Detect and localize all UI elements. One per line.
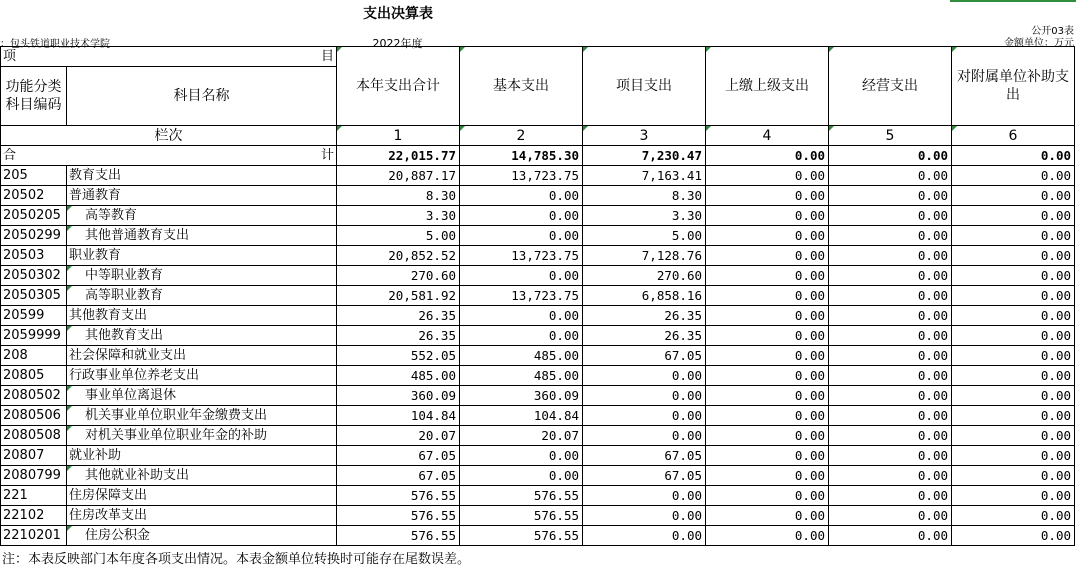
- table-row: [1, 366, 1075, 386]
- row-value-cell[interactable]: 485.00: [460, 366, 583, 386]
- row-value-cell[interactable]: 0.00: [829, 206, 952, 226]
- row-name-cell[interactable]: 职业教育: [67, 246, 337, 266]
- row-value-cell[interactable]: 0.00: [706, 266, 829, 286]
- row-code-cell[interactable]: 20599: [1, 306, 67, 326]
- col-header-3[interactable]: 项目支出: [583, 47, 706, 126]
- row-value-cell[interactable]: 0.00: [460, 226, 583, 246]
- col-seq-label[interactable]: 栏次: [1, 126, 337, 146]
- row-value-cell[interactable]: 0.00: [952, 526, 1075, 546]
- sheet-title: 支出决算表: [363, 6, 433, 22]
- row-value-cell[interactable]: 26.35: [583, 306, 706, 326]
- row-code-cell[interactable]: 20807: [1, 446, 67, 466]
- row-value-cell[interactable]: 0.00: [829, 286, 952, 306]
- row-value-cell[interactable]: 67.05: [583, 446, 706, 466]
- row-value-cell[interactable]: 0.00: [829, 306, 952, 326]
- row-code-cell[interactable]: 2080502: [1, 386, 67, 406]
- row-value-cell[interactable]: 8.30: [337, 186, 460, 206]
- row-value-cell[interactable]: 0.00: [829, 426, 952, 446]
- row-value-cell[interactable]: 0.00: [706, 366, 829, 386]
- row-value-cell[interactable]: 0.00: [829, 386, 952, 406]
- row-value-cell[interactable]: 0.00: [706, 186, 829, 206]
- row-value-cell[interactable]: 485.00: [337, 366, 460, 386]
- row-value-cell[interactable]: 0.00: [952, 406, 1075, 426]
- row-value-cell[interactable]: 0.00: [952, 486, 1075, 506]
- row-code-cell[interactable]: 2059999: [1, 326, 67, 346]
- row-value-cell[interactable]: 20,887.17: [337, 166, 460, 186]
- row-value-cell[interactable]: 576.55: [460, 526, 583, 546]
- row-code-cell[interactable]: 2210201: [1, 526, 67, 546]
- row-value-cell[interactable]: 3.30: [583, 206, 706, 226]
- table-row: [1, 526, 1075, 546]
- row-name-cell[interactable]: 行政事业单位养老支出: [67, 366, 337, 386]
- row-name-cell[interactable]: 其他普通教育支出: [67, 226, 337, 246]
- row-value-cell[interactable]: 26.35: [583, 326, 706, 346]
- row-value-cell[interactable]: 485.00: [460, 346, 583, 366]
- footnote: 注：本表反映部门本年度各项支出情况。本表金额单位转换时可能存在尾数误差。: [2, 552, 471, 567]
- row-value-cell[interactable]: 7,163.41: [583, 166, 706, 186]
- row-value-cell[interactable]: 0.00: [952, 266, 1075, 286]
- total-value-4[interactable]: 0.00: [706, 146, 829, 166]
- row-value-cell[interactable]: 0.00: [829, 526, 952, 546]
- table-row: [1, 506, 1075, 526]
- row-value-cell[interactable]: 0.00: [706, 386, 829, 406]
- row-value-cell[interactable]: 576.55: [337, 526, 460, 546]
- row-value-cell[interactable]: 67.05: [583, 346, 706, 366]
- row-value-cell[interactable]: 0.00: [583, 366, 706, 386]
- row-value-cell[interactable]: 0.00: [460, 306, 583, 326]
- row-value-cell[interactable]: 6,858.16: [583, 286, 706, 306]
- table-row: [1, 486, 1075, 506]
- table-row: [1, 306, 1075, 326]
- row-code-cell[interactable]: 2050299: [1, 226, 67, 246]
- row-value-cell[interactable]: 13,723.75: [460, 246, 583, 266]
- row-value-cell[interactable]: 0.00: [829, 446, 952, 466]
- row-name-cell[interactable]: 高等职业教育: [67, 286, 337, 306]
- row-name-cell[interactable]: 住房保障支出: [67, 486, 337, 506]
- row-value-cell[interactable]: 3.30: [337, 206, 460, 226]
- table-row: [1, 246, 1075, 266]
- row-value-cell[interactable]: 0.00: [829, 246, 952, 266]
- row-value-cell[interactable]: 0.00: [706, 446, 829, 466]
- expenditure-table: [0, 46, 1075, 546]
- row-value-cell[interactable]: 0.00: [829, 506, 952, 526]
- total-row: [1, 146, 1075, 166]
- row-value-cell[interactable]: 0.00: [952, 226, 1075, 246]
- row-value-cell[interactable]: 0.00: [583, 426, 706, 446]
- row-value-cell[interactable]: 0.00: [952, 166, 1075, 186]
- row-code-cell[interactable]: 208: [1, 346, 67, 366]
- row-name-cell[interactable]: 社会保障和就业支出: [67, 346, 337, 366]
- row-value-cell[interactable]: 0.00: [583, 406, 706, 426]
- row-name-cell[interactable]: 机关事业单位职业年金缴费支出: [67, 406, 337, 426]
- row-value-cell[interactable]: 0.00: [706, 486, 829, 506]
- row-value-cell[interactable]: 360.09: [460, 386, 583, 406]
- row-value-cell[interactable]: 0.00: [706, 226, 829, 246]
- row-code-cell[interactable]: 2050302: [1, 266, 67, 286]
- row-value-cell[interactable]: 0.00: [460, 186, 583, 206]
- row-name-cell[interactable]: 高等教育: [67, 206, 337, 226]
- row-value-cell[interactable]: 0.00: [583, 506, 706, 526]
- row-value-cell[interactable]: 20,581.92: [337, 286, 460, 306]
- row-value-cell[interactable]: 104.84: [460, 406, 583, 426]
- row-name-cell[interactable]: 其他就业补助支出: [67, 466, 337, 486]
- row-value-cell[interactable]: 0.00: [952, 286, 1075, 306]
- row-name-cell[interactable]: 中等职业教育: [67, 266, 337, 286]
- col-header-4[interactable]: 上缴上级支出: [706, 47, 829, 126]
- row-code-cell[interactable]: 2050305: [1, 286, 67, 306]
- row-value-cell[interactable]: 0.00: [829, 466, 952, 486]
- row-value-cell[interactable]: 67.05: [583, 466, 706, 486]
- total-value-1[interactable]: 22,015.77: [337, 146, 460, 166]
- col-number-5[interactable]: 5: [829, 126, 952, 146]
- row-value-cell[interactable]: 0.00: [829, 406, 952, 426]
- row-value-cell[interactable]: 0.00: [829, 226, 952, 246]
- table-row: [1, 426, 1075, 446]
- row-value-cell[interactable]: 0.00: [706, 406, 829, 426]
- row-code-cell[interactable]: 2050205: [1, 206, 67, 226]
- row-value-cell[interactable]: 5.00: [583, 226, 706, 246]
- row-name-cell[interactable]: 教育支出: [67, 166, 337, 186]
- row-value-cell[interactable]: 576.55: [460, 506, 583, 526]
- row-value-cell[interactable]: 0.00: [952, 426, 1075, 446]
- table-row: [1, 266, 1075, 286]
- col-header-2[interactable]: 基本支出: [460, 47, 583, 126]
- table-row: [1, 206, 1075, 226]
- table-row: [1, 186, 1075, 206]
- name-header[interactable]: 科目名称: [67, 67, 337, 126]
- row-value-cell[interactable]: 0.00: [829, 486, 952, 506]
- row-value-cell[interactable]: 5.00: [337, 226, 460, 246]
- row-name-cell[interactable]: 其他教育支出: [67, 326, 337, 346]
- row-value-cell[interactable]: 0.00: [706, 246, 829, 266]
- row-value-cell[interactable]: 0.00: [460, 446, 583, 466]
- row-value-cell[interactable]: 0.00: [952, 306, 1075, 326]
- table-row: [1, 386, 1075, 406]
- total-right-label: 计: [320, 147, 334, 163]
- row-value-cell[interactable]: 20.07: [337, 426, 460, 446]
- row-code-cell[interactable]: 2080508: [1, 426, 67, 446]
- row-value-cell[interactable]: 26.35: [337, 326, 460, 346]
- row-value-cell[interactable]: 0.00: [952, 186, 1075, 206]
- row-value-cell[interactable]: 0.00: [829, 186, 952, 206]
- col-number-1[interactable]: 1: [337, 126, 460, 146]
- row-value-cell[interactable]: 0.00: [706, 306, 829, 326]
- amount-unit: 金额单位：万元: [1004, 38, 1074, 49]
- col-header-1[interactable]: 本年支出合计: [337, 47, 460, 126]
- row-code-cell[interactable]: 20502: [1, 186, 67, 206]
- row-value-cell[interactable]: 0.00: [706, 206, 829, 226]
- table-row: [1, 226, 1075, 246]
- row-name-cell[interactable]: 其他教育支出: [67, 306, 337, 326]
- row-value-cell[interactable]: 0.00: [706, 346, 829, 366]
- row-name-cell[interactable]: 住房公积金: [67, 526, 337, 546]
- col-header-5[interactable]: 经营支出: [829, 47, 952, 126]
- row-code-cell[interactable]: 2080799: [1, 466, 67, 486]
- row-value-cell[interactable]: 0.00: [460, 266, 583, 286]
- organization-name: ：包头铁道职业技术学院: [0, 39, 110, 50]
- row-value-cell[interactable]: 0.00: [706, 506, 829, 526]
- row-value-cell[interactable]: 0.00: [460, 206, 583, 226]
- row-value-cell[interactable]: 0.00: [952, 466, 1075, 486]
- row-value-cell[interactable]: 576.55: [337, 486, 460, 506]
- row-value-cell[interactable]: 0.00: [583, 526, 706, 546]
- top-accent-line: [950, 0, 1076, 2]
- col-header-6[interactable]: 对附属单位补助支出: [952, 47, 1075, 126]
- row-value-cell[interactable]: 270.60: [583, 266, 706, 286]
- table-row: [1, 166, 1075, 186]
- row-value-cell[interactable]: 26.35: [337, 306, 460, 326]
- row-value-cell[interactable]: 0.00: [829, 346, 952, 366]
- table-row: [1, 286, 1075, 306]
- row-value-cell[interactable]: 576.55: [460, 486, 583, 506]
- row-name-cell[interactable]: 就业补助: [67, 446, 337, 466]
- row-code-cell[interactable]: 2080506: [1, 406, 67, 426]
- table-row: [1, 326, 1075, 346]
- row-code-cell[interactable]: 205: [1, 166, 67, 186]
- total-value-2[interactable]: 14,785.30: [460, 146, 583, 166]
- row-value-cell[interactable]: 0.00: [829, 366, 952, 386]
- row-code-cell[interactable]: 221: [1, 486, 67, 506]
- row-value-cell[interactable]: 0.00: [583, 486, 706, 506]
- item-header-cell[interactable]: [1, 47, 337, 67]
- row-value-cell[interactable]: 0.00: [952, 386, 1075, 406]
- row-code-cell[interactable]: 22102: [1, 506, 67, 526]
- total-value-6[interactable]: 0.00: [952, 146, 1075, 166]
- row-value-cell[interactable]: 0.00: [829, 326, 952, 346]
- item-right-label: 目: [320, 48, 334, 64]
- row-name-cell[interactable]: 事业单位离退休: [67, 386, 337, 406]
- row-value-cell[interactable]: 0.00: [460, 326, 583, 346]
- row-value-cell[interactable]: 0.00: [952, 346, 1075, 366]
- row-value-cell[interactable]: 104.84: [337, 406, 460, 426]
- col-number-4[interactable]: 4: [706, 126, 829, 146]
- row-value-cell[interactable]: 0.00: [952, 246, 1075, 266]
- row-value-cell[interactable]: 0.00: [583, 386, 706, 406]
- col-number-6[interactable]: 6: [952, 126, 1075, 146]
- row-value-cell[interactable]: 0.00: [952, 326, 1075, 346]
- row-value-cell[interactable]: 13,723.75: [460, 166, 583, 186]
- table-row: [1, 466, 1075, 486]
- col-number-2[interactable]: 2: [460, 126, 583, 146]
- header-row-item: [1, 47, 1075, 67]
- row-value-cell[interactable]: 67.05: [337, 446, 460, 466]
- row-name-cell[interactable]: 普通教育: [67, 186, 337, 206]
- table-row: [1, 346, 1075, 366]
- column-sequence-row: [1, 126, 1075, 146]
- row-value-cell[interactable]: 360.09: [337, 386, 460, 406]
- row-value-cell[interactable]: 20.07: [460, 426, 583, 446]
- row-value-cell[interactable]: 0.00: [952, 366, 1075, 386]
- row-name-cell[interactable]: 住房改革支出: [67, 506, 337, 526]
- form-number: 公开03表: [1031, 26, 1074, 37]
- row-code-cell[interactable]: 20503: [1, 246, 67, 266]
- row-value-cell[interactable]: 0.00: [706, 166, 829, 186]
- row-name-cell[interactable]: 对机关事业单位职业年金的补助: [67, 426, 337, 446]
- row-value-cell[interactable]: 0.00: [829, 166, 952, 186]
- row-value-cell[interactable]: 552.05: [337, 346, 460, 366]
- row-code-cell[interactable]: 20805: [1, 366, 67, 386]
- row-value-cell[interactable]: 67.05: [337, 466, 460, 486]
- row-value-cell[interactable]: 0.00: [706, 326, 829, 346]
- row-value-cell[interactable]: 13,723.75: [460, 286, 583, 306]
- row-value-cell[interactable]: 0.00: [706, 426, 829, 446]
- row-value-cell[interactable]: 8.30: [583, 186, 706, 206]
- row-value-cell[interactable]: 0.00: [706, 466, 829, 486]
- col-number-3[interactable]: 3: [583, 126, 706, 146]
- table-row: [1, 406, 1075, 426]
- report-year: 2022年度: [372, 37, 423, 50]
- row-value-cell[interactable]: 0.00: [829, 266, 952, 286]
- row-value-cell[interactable]: 7,128.76: [583, 246, 706, 266]
- item-left-label: 项: [3, 48, 17, 64]
- row-value-cell[interactable]: 576.55: [337, 506, 460, 526]
- code-header[interactable]: 功能分类科目编码: [1, 67, 67, 126]
- row-value-cell[interactable]: 0.00: [460, 466, 583, 486]
- row-value-cell[interactable]: 0.00: [706, 286, 829, 306]
- row-value-cell[interactable]: 20,852.52: [337, 246, 460, 266]
- total-left-label: 合: [3, 147, 17, 163]
- row-value-cell[interactable]: 270.60: [337, 266, 460, 286]
- total-label-cell[interactable]: [1, 146, 337, 166]
- total-value-5[interactable]: 0.00: [829, 146, 952, 166]
- row-value-cell[interactable]: 0.00: [952, 446, 1075, 466]
- row-value-cell[interactable]: 0.00: [952, 506, 1075, 526]
- total-value-3[interactable]: 7,230.47: [583, 146, 706, 166]
- row-value-cell[interactable]: 0.00: [952, 206, 1075, 226]
- row-value-cell[interactable]: 0.00: [706, 526, 829, 546]
- table-row: [1, 446, 1075, 466]
